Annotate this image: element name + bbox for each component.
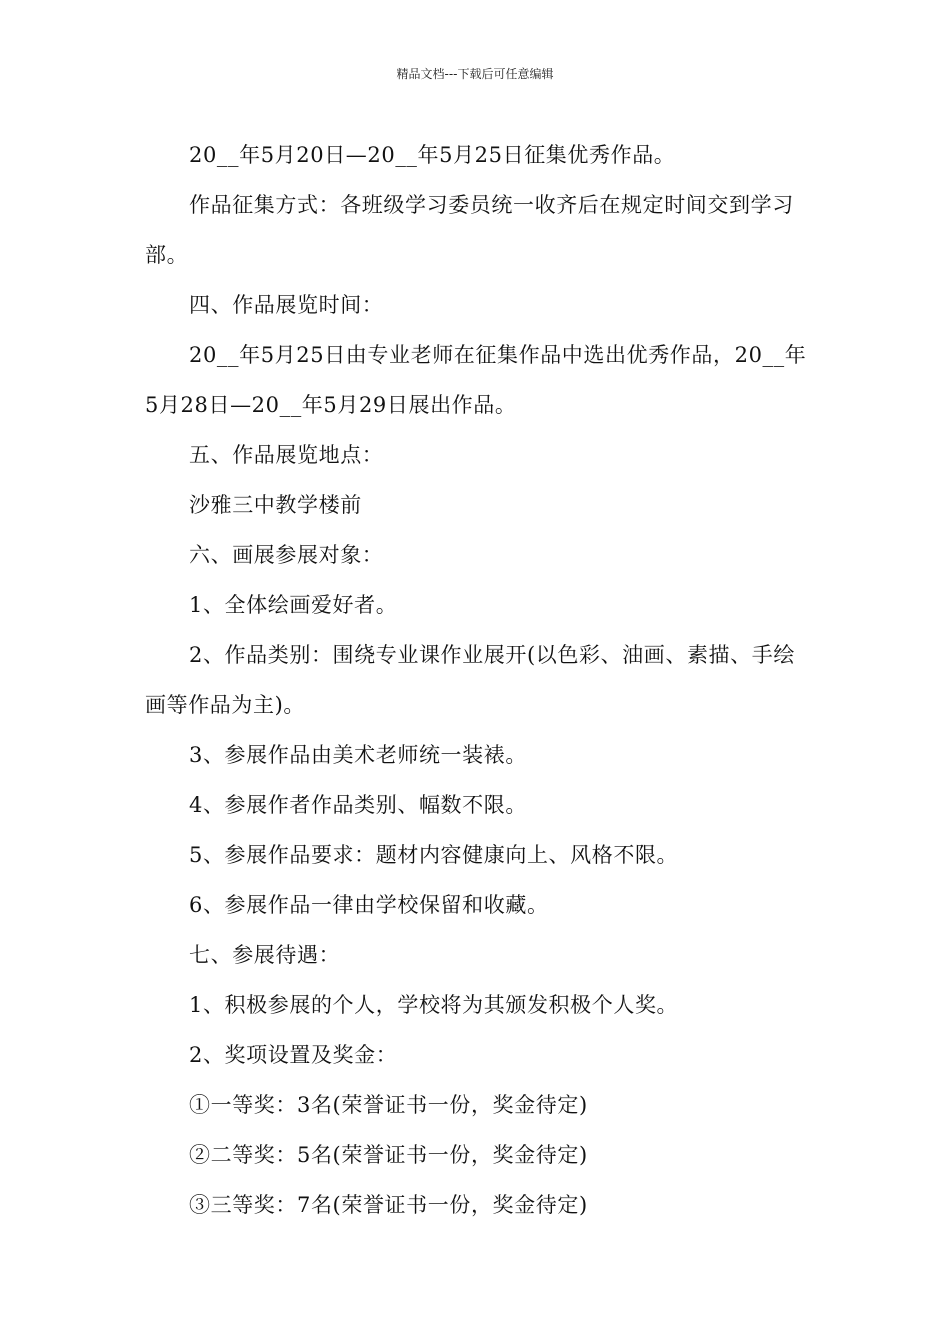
award-first-prize: ①一等奖：3名(荣誉证书一份，奖金待定) bbox=[189, 1093, 588, 1117]
paragraph-collection-method: 作品征集方式：各班级学习委员统一收齐后在规定时间交到学习部。 bbox=[145, 193, 794, 267]
list-item-participants-1: 1、全体绘画爱好者。 bbox=[189, 593, 398, 617]
list-item-participants-5: 5、参展作品要求：题材内容健康向上、风格不限。 bbox=[189, 843, 679, 867]
heading-exhibition-time: 四、作品展览时间： bbox=[189, 293, 384, 317]
paragraph-collection-dates: 20__年5月20日—20__年5月25日征集优秀作品。 bbox=[189, 143, 676, 167]
award-second-prize: ②二等奖：5名(荣誉证书一份，奖金待定) bbox=[189, 1143, 588, 1167]
award-third-prize: ③三等奖：7名(荣誉证书一份，奖金待定) bbox=[189, 1193, 588, 1217]
heading-benefits: 七、参展待遇： bbox=[189, 943, 341, 967]
page-header: 精品文档---下载后可任意编辑 bbox=[396, 67, 554, 81]
list-item-participants-6: 6、参展作品一律由学校保留和收藏。 bbox=[189, 893, 549, 917]
list-item-participants-2: 2、作品类别：围绕专业课作业展开(以色彩、油画、素描、手绘画等作品为主)。 bbox=[145, 643, 795, 717]
document-body bbox=[145, 130, 810, 1230]
paragraph-exhibition-location: 沙雅三中教学楼前 bbox=[189, 493, 362, 517]
list-item-benefits-2: 2、奖项设置及奖金： bbox=[189, 1043, 398, 1067]
list-item-participants-4: 4、参展作者作品类别、幅数不限。 bbox=[189, 793, 527, 817]
heading-exhibition-location: 五、作品展览地点： bbox=[189, 443, 384, 467]
list-item-participants-3: 3、参展作品由美术老师统一装裱。 bbox=[189, 743, 527, 767]
heading-participants: 六、画展参展对象： bbox=[189, 543, 384, 567]
paragraph-exhibition-dates: 20__年5月25日由专业老师在征集作品中选出优秀作品，20__年5月28日—20__年5月29日展出作品。 bbox=[145, 343, 807, 417]
list-item-benefits-1: 1、积极参展的个人，学校将为其颁发积极个人奖。 bbox=[189, 993, 679, 1017]
